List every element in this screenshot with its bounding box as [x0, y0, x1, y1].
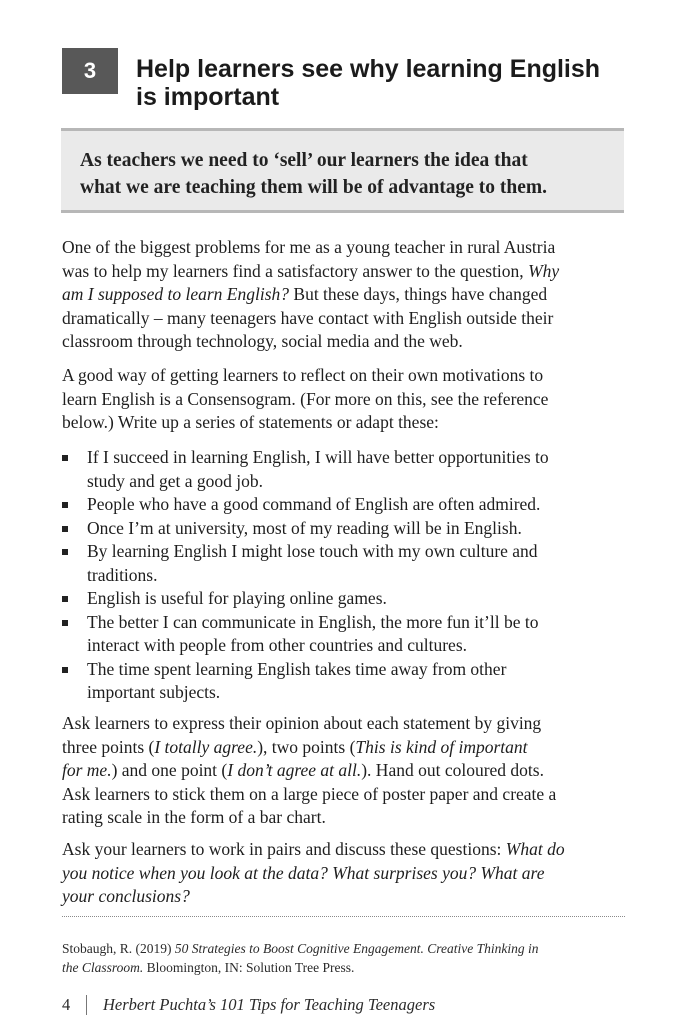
text-line	[62, 736, 632, 760]
italic-run: Why	[528, 260, 560, 281]
text-line: your conclusions?	[62, 886, 190, 906]
dotted-divider	[62, 916, 625, 917]
text-run: But these days, things have changed	[289, 284, 548, 304]
text-line: By learning English I might lose touch with my own culture and	[87, 541, 538, 561]
text-line: Ask learners to express their opinion about each statement by giving	[62, 713, 542, 733]
callout-line: what we are teaching them will be of advantage to them.	[80, 177, 548, 198]
text-run: Ask your learners to work in pairs and discuss these questions:	[62, 839, 506, 859]
text-line: If I succeed in learning English, I will have better opportunities to	[87, 447, 549, 467]
square-bullet-icon	[62, 502, 68, 508]
text-line: learn English is a Consensogram. (For more on this, see the reference	[62, 388, 549, 409]
text-line: important subjects.	[87, 682, 221, 702]
text-line: below.) Write up a series of statements or adapt these:	[62, 412, 439, 432]
italic-run: for me.	[62, 760, 112, 780]
text-line: Ask learners to stick them on a large piece of poster paper and create a	[62, 783, 557, 804]
list-item	[62, 517, 632, 541]
text-line: rating scale in the form of a bar chart.	[62, 807, 326, 827]
text-line: The better I can communicate in English, the more fun it’ll be to	[87, 611, 539, 632]
italic-run: I don’t agree at all.	[227, 760, 362, 780]
text-run: three points (	[62, 736, 155, 757]
italic-run: I totally agree.	[154, 736, 258, 757]
square-bullet-icon	[62, 620, 68, 626]
text-line	[62, 958, 632, 977]
section-title-line: Help learners see why learning English	[136, 55, 601, 83]
paragraph-consensogram	[62, 364, 632, 435]
reference-title: 50 Strategies to Boost Cognitive Engagement. Creative Thinking in	[174, 941, 539, 956]
reference-publisher: Bloomington, IN: Solution Tree Press.	[143, 960, 355, 975]
list-item	[62, 611, 632, 658]
italic-run: This is kind of important	[355, 736, 528, 757]
section-title	[136, 55, 636, 111]
italic-run: am I supposed to learn English?	[62, 284, 290, 304]
reference-author: Stobaugh, R. (2019)	[62, 941, 175, 956]
text-line: you notice when you look at the data? What surprises you? What are	[62, 862, 545, 883]
text-line: One of the biggest problems for me as a young teacher in rural Austria	[62, 237, 556, 257]
text-line: A good way of getting learners to reflect on their own motivations to	[62, 365, 544, 385]
paragraph-discussion	[62, 838, 632, 909]
text-run: ), two points (	[257, 736, 356, 757]
key-idea-callout	[61, 128, 624, 213]
text-line: People who have a good command of English are often admired.	[87, 494, 541, 514]
list-item	[62, 493, 632, 517]
paragraph-intro	[62, 236, 632, 354]
footer-separator	[86, 995, 87, 1015]
text-line	[62, 283, 632, 307]
text-line	[62, 260, 632, 284]
page-number: 4	[62, 995, 71, 1014]
square-bullet-icon	[62, 549, 68, 555]
text-line: interact with people from other countries and cultures.	[87, 635, 468, 655]
reference-note	[62, 939, 632, 977]
text-line: The time spent learning English takes time away from other	[87, 658, 507, 679]
text-line	[62, 939, 632, 958]
text-line: Once I’m at university, most of my reading will be in English.	[87, 517, 522, 538]
text-line	[62, 759, 632, 783]
list-item	[62, 446, 632, 493]
section-number-badge	[62, 48, 118, 94]
callout-line: As teachers we need to ‘sell’ our learners the idea that	[80, 150, 528, 171]
text-run: ). Hand out coloured dots.	[361, 760, 544, 780]
section-title-line: is important	[136, 83, 280, 111]
reference-title: the Classroom.	[62, 960, 144, 975]
square-bullet-icon	[62, 667, 68, 673]
text-line	[62, 838, 632, 862]
list-item	[62, 587, 632, 611]
list-item	[62, 658, 632, 705]
section-number: 3	[83, 58, 97, 83]
text-line: traditions.	[87, 564, 158, 585]
square-bullet-icon	[62, 455, 68, 461]
italic-run: What do	[505, 839, 565, 859]
text-run: was to help my learners find a satisfactory answer to the question,	[62, 260, 529, 281]
square-bullet-icon	[62, 596, 68, 602]
square-bullet-icon	[62, 526, 68, 532]
text-line: English is useful for playing online games.	[87, 588, 387, 608]
text-run: ) and one point (	[111, 760, 228, 780]
page-footer	[62, 994, 632, 1016]
book-title: Herbert Puchta’s 101 Tips for Teaching Teenagers	[103, 995, 436, 1014]
text-line: classroom through technology, social media and the web.	[62, 331, 463, 351]
text-line: study and get a good job.	[87, 470, 263, 491]
list-item	[62, 540, 632, 587]
statement-list	[62, 446, 632, 705]
text-line: dramatically – many teenagers have contact with English outside their	[62, 307, 554, 328]
paragraph-rating	[62, 712, 632, 830]
